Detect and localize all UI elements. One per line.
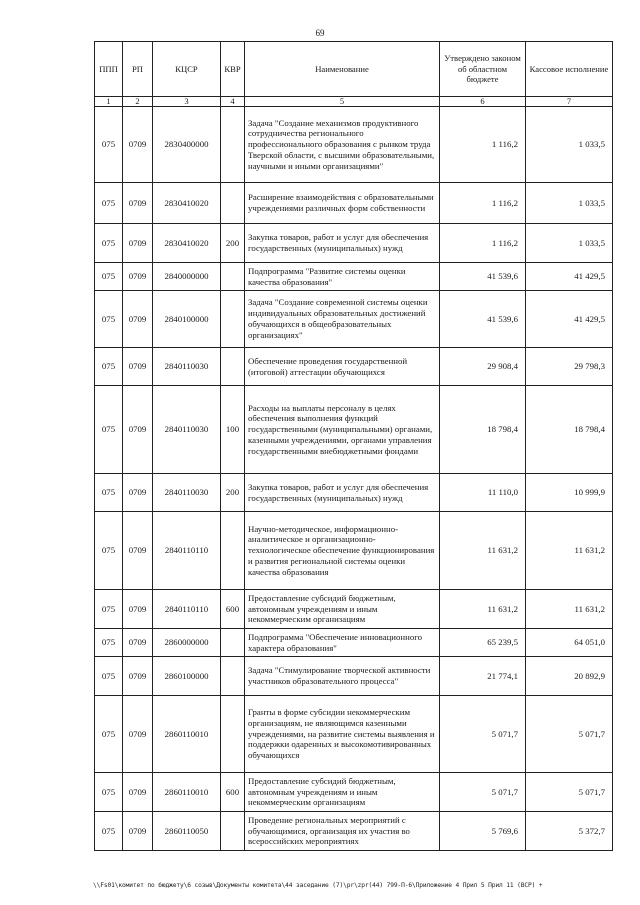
cell-ppp: 075 [95, 696, 123, 773]
cell-name: Расширение взаимодействия с образовательными учреждениями различных форм собственности [245, 183, 440, 224]
cell-ppp: 075 [95, 107, 123, 183]
cell-kvr: 600 [221, 773, 245, 812]
table-row [95, 812, 613, 851]
column-number: 7 [526, 97, 613, 107]
cell-name: Закупка товаров, работ и услуг для обеспечения государственных (муниципальных) нужд [245, 224, 440, 263]
cell-ppp: 075 [95, 773, 123, 812]
cell-name: Закупка товаров, работ и услуг для обеспечения государственных (муниципальных) нужд [245, 474, 440, 512]
table-row [95, 657, 613, 696]
cell-approved: 41 539,6 [440, 263, 526, 291]
cell-approved: 1 116,2 [440, 107, 526, 183]
cell-executed: 41 429,5 [526, 263, 613, 291]
cell-kvr [221, 812, 245, 851]
cell-kcsr: 2830410020 [153, 224, 221, 263]
cell-kcsr: 2840000000 [153, 263, 221, 291]
cell-name: Расходы на выплаты персоналу в целях обеспечения выполнения функций государственными (муниципальными) органами, казенными учреждениями, органами управления государственными внебюджетными фондами [245, 386, 440, 474]
header-name: Наименование [245, 42, 440, 97]
column-number-row [95, 97, 613, 107]
cell-rp: 0709 [123, 348, 153, 386]
table-row [95, 474, 613, 512]
cell-approved: 65 239,5 [440, 629, 526, 657]
cell-ppp: 075 [95, 590, 123, 629]
column-number: 4 [221, 97, 245, 107]
header-kcsr: КЦСР [153, 42, 221, 97]
cell-name: Задача "Создание механизмов продуктивного сотрудничества регионального профессионального образования с рынком труда Тверской области, с высшими образовательными, научными и иными организациями" [245, 107, 440, 183]
table-row [95, 696, 613, 773]
table-row [95, 183, 613, 224]
cell-executed: 1 033,5 [526, 183, 613, 224]
cell-approved: 41 539,6 [440, 291, 526, 348]
cell-kcsr: 2860110010 [153, 696, 221, 773]
budget-table [94, 41, 613, 851]
cell-ppp: 075 [95, 629, 123, 657]
cell-ppp: 075 [95, 812, 123, 851]
cell-rp: 0709 [123, 183, 153, 224]
cell-executed: 10 999,9 [526, 474, 613, 512]
cell-kvr [221, 348, 245, 386]
cell-kvr [221, 263, 245, 291]
table-row [95, 291, 613, 348]
column-number: 2 [123, 97, 153, 107]
cell-rp: 0709 [123, 773, 153, 812]
cell-kvr: 600 [221, 590, 245, 629]
cell-executed: 11 631,2 [526, 512, 613, 590]
header-executed: Кассовое исполнение [526, 42, 613, 97]
cell-kvr [221, 512, 245, 590]
cell-ppp: 075 [95, 183, 123, 224]
cell-kvr: 200 [221, 474, 245, 512]
cell-rp: 0709 [123, 107, 153, 183]
cell-rp: 0709 [123, 291, 153, 348]
cell-kcsr: 2840110030 [153, 348, 221, 386]
cell-name: Подпрограмма "Развитие системы оценки качества образования" [245, 263, 440, 291]
cell-kcsr: 2840110110 [153, 512, 221, 590]
cell-ppp: 075 [95, 263, 123, 291]
table-row [95, 773, 613, 812]
cell-ppp: 075 [95, 224, 123, 263]
cell-approved: 11 631,2 [440, 512, 526, 590]
cell-ppp: 075 [95, 474, 123, 512]
header-row [95, 42, 613, 97]
cell-rp: 0709 [123, 629, 153, 657]
cell-approved: 5 071,7 [440, 696, 526, 773]
cell-kcsr: 2860110050 [153, 812, 221, 851]
cell-kcsr: 2830400000 [153, 107, 221, 183]
cell-name: Гранты в форме субсидии некоммерческим организациям, не являющимся казенными учреждениями, на развитие системы выявления и поддержки одаренных и высокомотивированных обучающихся [245, 696, 440, 773]
cell-ppp: 075 [95, 291, 123, 348]
table-row [95, 107, 613, 183]
cell-executed: 5 071,7 [526, 696, 613, 773]
header-ppp: ППП [95, 42, 123, 97]
table-row [95, 348, 613, 386]
column-number: 1 [95, 97, 123, 107]
cell-kcsr: 2860100000 [153, 657, 221, 696]
cell-executed: 64 051,0 [526, 629, 613, 657]
column-number: 5 [245, 97, 440, 107]
cell-executed: 1 033,5 [526, 107, 613, 183]
table-row [95, 386, 613, 474]
table-row [95, 512, 613, 590]
cell-executed: 41 429,5 [526, 291, 613, 348]
cell-executed: 11 631,2 [526, 590, 613, 629]
cell-approved: 18 798,4 [440, 386, 526, 474]
cell-kvr: 200 [221, 224, 245, 263]
cell-name: Обеспечение проведения государственной (итоговой) аттестации обучающихся [245, 348, 440, 386]
cell-name: Предоставление субсидий бюджетным, автономным учреждениям и иным некоммерческим организациям [245, 773, 440, 812]
cell-kcsr: 2840100000 [153, 291, 221, 348]
cell-rp: 0709 [123, 696, 153, 773]
table-row [95, 629, 613, 657]
cell-kvr [221, 629, 245, 657]
cell-rp: 0709 [123, 224, 153, 263]
column-number: 3 [153, 97, 221, 107]
table-row [95, 224, 613, 263]
table-row [95, 590, 613, 629]
cell-kcsr: 2860110010 [153, 773, 221, 812]
cell-executed: 1 033,5 [526, 224, 613, 263]
cell-name: Подпрограмма "Обеспечение инновационного характера образования" [245, 629, 440, 657]
cell-kvr [221, 107, 245, 183]
cell-kcsr: 2840110030 [153, 386, 221, 474]
cell-name: Задача "Создание современной системы оценки индивидуальных образовательных достижений обучающихся в общеобразовательных организациях" [245, 291, 440, 348]
table-row [95, 263, 613, 291]
cell-approved: 5 071,7 [440, 773, 526, 812]
footer-file-path: \\Fs01\комитет по бюджету\6 созыв\Документы комитета\44 заседание (7)\pr\zpr(44) 799-П-6\Приложение 4 Прил 5 Прил 11 (ВСР) + [93, 882, 543, 889]
cell-name: Задача "Стимулирование творческой активности участников образовательного процесса" [245, 657, 440, 696]
cell-kvr [221, 696, 245, 773]
column-number: 6 [440, 97, 526, 107]
cell-executed: 18 798,4 [526, 386, 613, 474]
cell-approved: 11 631,2 [440, 590, 526, 629]
cell-executed: 5 071,7 [526, 773, 613, 812]
cell-approved: 29 908,4 [440, 348, 526, 386]
cell-executed: 29 798,3 [526, 348, 613, 386]
header-rp: РП [123, 42, 153, 97]
cell-executed: 5 372,7 [526, 812, 613, 851]
cell-name: Предоставление субсидий бюджетным, автономным учреждениям и иным некоммерческим организациям [245, 590, 440, 629]
cell-kcsr: 2840110030 [153, 474, 221, 512]
cell-rp: 0709 [123, 386, 153, 474]
cell-kcsr: 2840110110 [153, 590, 221, 629]
cell-rp: 0709 [123, 512, 153, 590]
cell-kvr [221, 183, 245, 224]
header-kvr: КВР [221, 42, 245, 97]
cell-executed: 20 892,9 [526, 657, 613, 696]
cell-name: Научно-методическое, информационно-аналитическое и организационно-технологическое обеспечение функционирования и развития региональной системы оценки качества образования [245, 512, 440, 590]
cell-approved: 5 769,6 [440, 812, 526, 851]
cell-rp: 0709 [123, 263, 153, 291]
cell-ppp: 075 [95, 386, 123, 474]
cell-approved: 11 110,0 [440, 474, 526, 512]
cell-kvr: 100 [221, 386, 245, 474]
cell-rp: 0709 [123, 657, 153, 696]
cell-ppp: 075 [95, 657, 123, 696]
cell-name: Проведение региональных мероприятий с обучающимися, организация их участия во всероссийских мероприятиях [245, 812, 440, 851]
cell-kcsr: 2830410020 [153, 183, 221, 224]
cell-kvr [221, 291, 245, 348]
cell-rp: 0709 [123, 812, 153, 851]
header-approved: Утверждено законом об областном бюджете [440, 42, 526, 97]
cell-ppp: 075 [95, 512, 123, 590]
cell-rp: 0709 [123, 590, 153, 629]
cell-ppp: 075 [95, 348, 123, 386]
cell-approved: 1 116,2 [440, 224, 526, 263]
page-number: 69 [315, 28, 325, 38]
cell-approved: 1 116,2 [440, 183, 526, 224]
cell-kvr [221, 657, 245, 696]
cell-rp: 0709 [123, 474, 153, 512]
cell-approved: 21 774,1 [440, 657, 526, 696]
cell-kcsr: 2860000000 [153, 629, 221, 657]
